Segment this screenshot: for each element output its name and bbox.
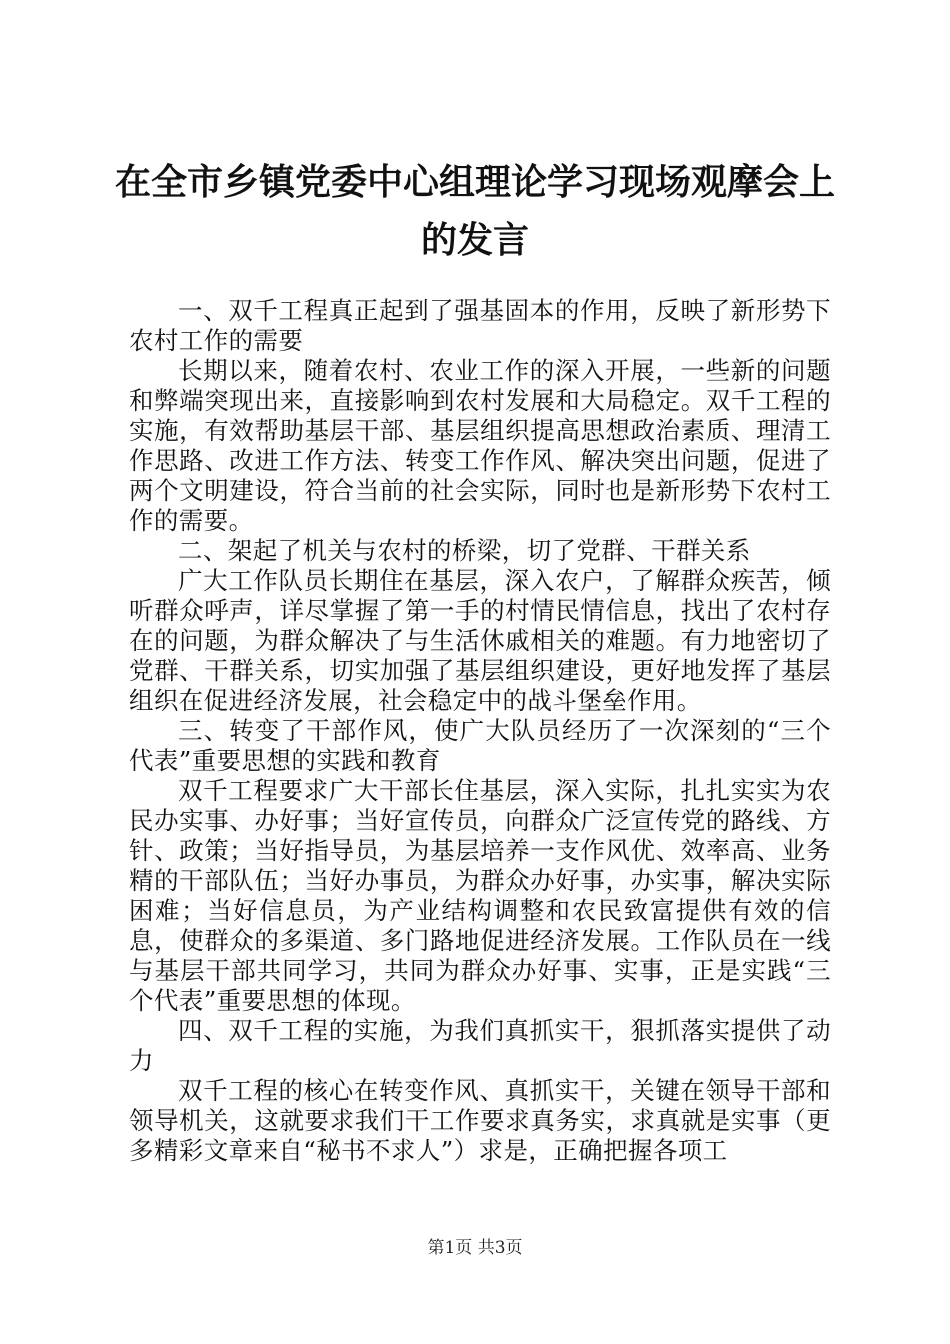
body-paragraph-4: 双千工程的核心在转变作风、真抓实干，关键在领导干部和领导机关，这就要求我们干工作要求真务实，求真就是实事（更多精彩文章来自“秘书不求人”）求是，正确把握各项工: [129, 1076, 831, 1165]
section-heading-1: 一、双千工程真正起到了强基固本的作用，反映了新形势下农村工作的需要: [129, 296, 831, 355]
section-heading-3: 三、转变了干部作风，使广大队员经历了一次深刻的“三个代表”重要思想的实践和教育: [129, 716, 831, 775]
document-title-line-1: 在全市乡镇党委中心组理论学习现场观摩会上: [114, 162, 835, 203]
body-paragraph-2: 广大工作队员长期住在基层，深入农户，了解群众疾苦，倾听群众呼声，详尽掌握了第一手的村情民情信息，找出了农村存在的问题，为群众解决了与生活休戚相关的难题。有力地密切了党群、干群关系，切实加强了基层组织建设，更好地发挥了基层组织在促进经济发展，社会稳定中的战斗堡垒作用。: [129, 566, 831, 715]
section-heading-2: 二、架起了机关与农村的桥梁，切了党群、干群关系: [178, 536, 751, 565]
document-body: [129, 296, 831, 1166]
document-title-line-2: 的发言: [420, 220, 529, 261]
page-number-footer: 第1页 共3页: [427, 1238, 523, 1258]
body-paragraph-1: 长期以来，随着农村、农业工作的深入开展，一些新的问题和弊端突现出来，直接影响到农村发展和大局稳定。双千工程的实施，有效帮助基层干部、基层组织提高思想政治素质、理清工作思路、改进工作方法、转变工作作风、解决突出问题，促进了两个文明建设，符合当前的社会实际，同时也是新形势下农村工作的需要。: [129, 356, 831, 535]
body-paragraph-3: 双千工程要求广大干部长住基层，深入实际，扎扎实实为农民办实事、办好事；当好宣传员，向群众广泛宣传党的路线、方针、政策；当好指导员，为基层培养一支作风优、效率高、业务精的干部队伍；当好办事员，为群众办好事，办实事，解决实际困难；当好信息员，为产业结构调整和农民致富提供有效的信息，使群众的多渠道、多门路地促进经济发展。工作队员在一线与基层干部共同学习，共同为群众办好事、实事，正是实践“三个代表”重要思想的体现。: [129, 776, 831, 1015]
section-heading-4: 四、双千工程的实施，为我们真抓实干，狠抓落实提供了动力: [129, 1016, 831, 1075]
